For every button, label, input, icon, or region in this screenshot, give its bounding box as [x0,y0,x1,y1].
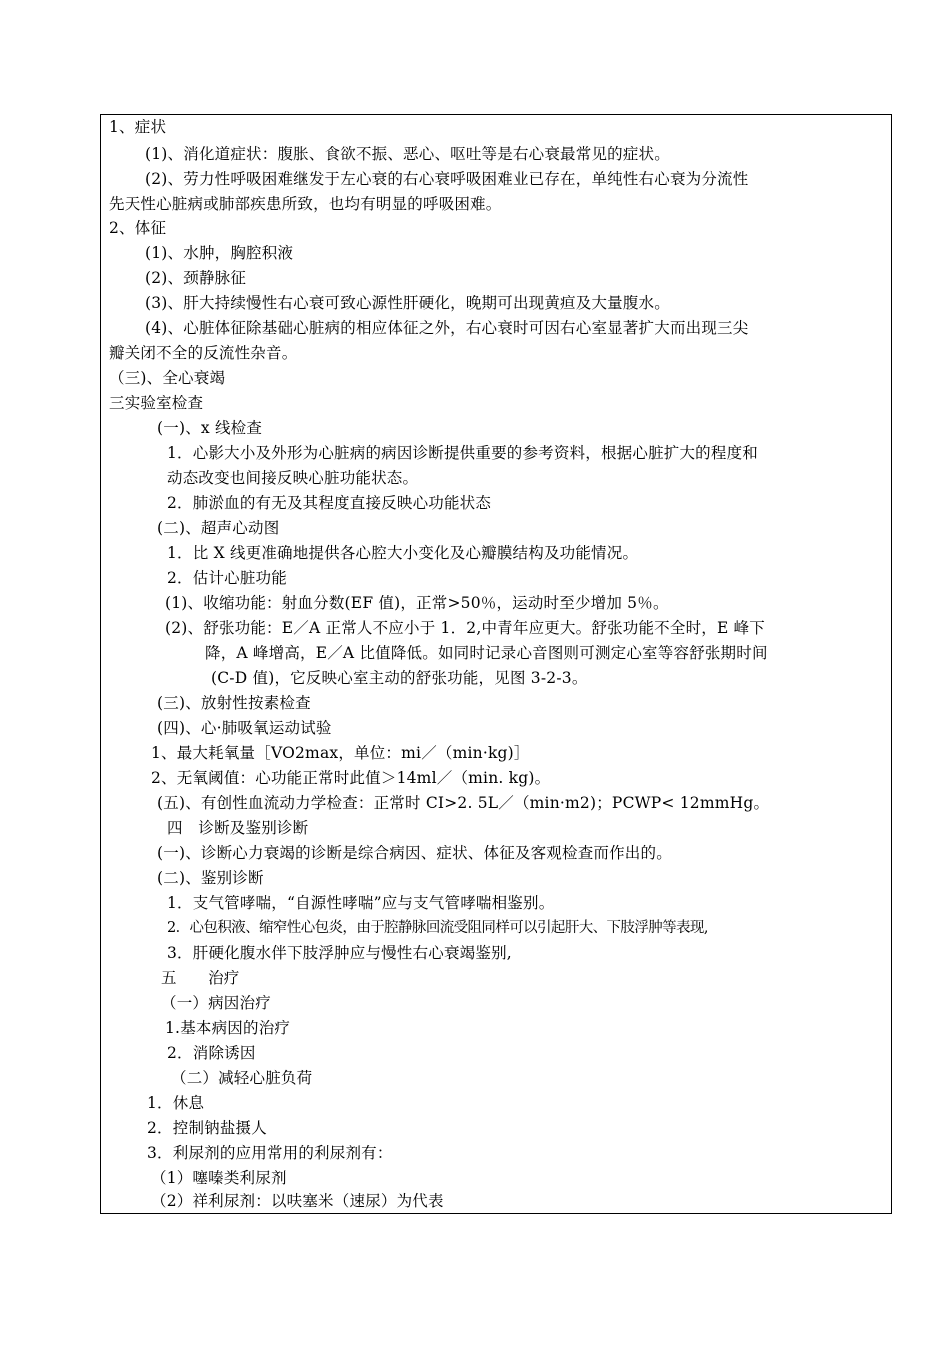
text-line: 1．休息 [147,1094,205,1112]
heading-signs: 2、体征 [109,219,167,237]
text-line: (二)、鉴别诊断 [157,869,264,887]
text-line: 瓣关闭不全的反流性杂音。 [109,344,298,362]
text-line: (一)、x 线检查 [157,419,263,437]
text-line: (1)、消化道症状：腹胀、食欲不振、恶心、呕吐等是右心衰最常见的症状。 [145,145,670,163]
text-line: （1）噻嗪类利尿剂 [151,1169,287,1187]
heading-treatment: 五 治疗 [161,969,240,987]
text-line: 2．心包积液、缩窄性心包炎，由于腔静脉回流受阻同样可以引起肝大、下肢浮肿等表现, [167,920,708,936]
content-box [100,114,892,1214]
heading-diagnosis: 四 诊断及鉴别诊断 [167,819,309,837]
text-line: 3．利尿剂的应用常用的利尿剂有： [147,1144,393,1162]
text-line: 1．比 X 线更准确地提供各心腔大小变化及心瓣膜结构及功能情况。 [167,544,639,562]
text-line: 1．支气管哮喘，“自源性哮喘”应与支气管哮喘相鉴别。 [167,894,555,912]
text-line: （一）病因治疗 [161,994,271,1012]
text-line: 2．肺淤血的有无及其程度直接反映心功能状态 [167,494,492,512]
text-line: 1、最大耗氧量［VO2max，单位：mi／（min·kg)］ [151,744,530,762]
text-line: (五)、有创性血流动力学检查：正常时 CI>2. 5L／（min·m2)；PCWP< 12mmHg。 [157,794,770,812]
text-line: 2．控制钠盐摄人 [147,1119,267,1137]
text-line: 2、无氧阈值：心功能正常时此值＞14ml／（min. kg)。 [151,769,551,787]
text-line: （2）祥利尿剂：以呋塞米（速尿）为代表 [151,1192,444,1210]
text-line: 2．估计心脏功能 [167,569,287,587]
text-line: (四)、心·肺吸氧运动试验 [157,719,332,737]
heading-total-heart-failure: （三)、全心衰竭 [109,369,226,387]
text-line: 降，A 峰增高，E／A 比值降低。如同时记录心音图则可测定心室等容舒张期时间 [205,644,768,662]
text-line: (二)、超声心动图 [157,519,280,537]
text-line: (2)、舒张功能：E／A 正常人不应小于 1．2,中青年应更大。舒张功能不全时，E 峰下 [165,619,766,637]
text-line: (1)、水肿，胸腔积液 [145,244,294,262]
text-line: 3．肝硬化腹水伴下肢浮肿应与慢性右心衰竭鉴别, [167,944,512,962]
text-line: 动态改变也间接反映心脏功能状态。 [167,469,419,487]
text-line: (4)、心脏体征除基础心脏病的相应体征之外，右心衰时可因右心室显著扩大而出现三尖 [145,319,749,337]
text-line: (3)、肝大持续慢性右心衰可致心源性肝硬化，晚期可出现黄疸及大量腹水。 [145,294,670,312]
text-line: 1．心影大小及外形为心脏病的病因诊断提供重要的参考资料，根据心脏扩大的程度和 [167,444,758,462]
text-line: (C-D 值)，它反映心室主动的舒张功能，见图 3-2-3。 [211,669,588,687]
text-line: (2)、颈静脉征 [145,269,247,287]
text-line: (2)、劳力性呼吸困难继发于左心衰的右心衰呼吸困难业已存在，单纯性右心衰为分流性 [145,170,749,188]
text-line: (一)、诊断心力衰竭的诊断是综合病因、症状、体征及客观检查而作出的。 [157,844,672,862]
text-line: （二）减轻心脏负荷 [171,1069,313,1087]
text-line: 2．消除诱因 [167,1044,256,1062]
heading-symptoms: 1、症状 [109,118,167,136]
text-line: 1.基本病因的治疗 [165,1019,291,1037]
text-line: 先天性心脏病或肺部疾患所致，也均有明显的呼吸困难。 [109,195,502,213]
text-line: (1)、收缩功能：射血分数(EF 值)，正常>50％，运动时至少增加 5％。 [165,594,669,612]
text-line: (三)、放射性按素检查 [157,694,311,712]
heading-lab-tests: 三实验室检查 [109,394,204,412]
